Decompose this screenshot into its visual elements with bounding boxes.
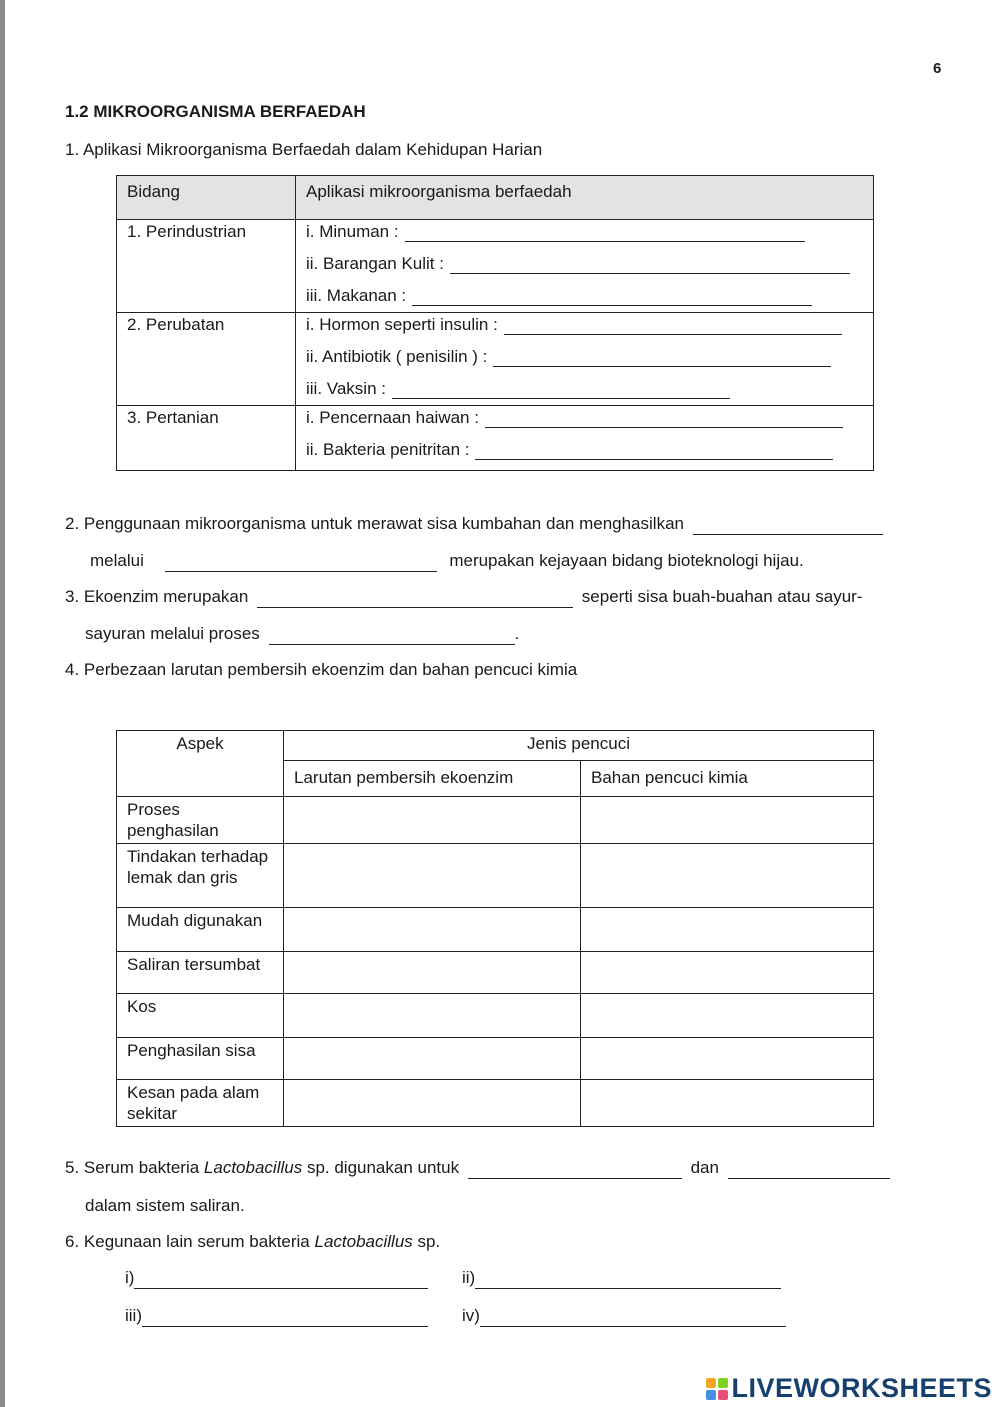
q5-text-c: dan <box>690 1158 719 1177</box>
item-label: ii. Barangan Kulit : <box>306 254 444 273</box>
q2-line2 <box>90 551 804 572</box>
item-label: iii. Makanan : <box>306 286 407 305</box>
applications-table <box>116 175 874 471</box>
q6-label-2: ii) <box>462 1268 476 1287</box>
table-header-bidang: Bidang <box>117 176 296 220</box>
logo-text: LIVEWORKSHEETS <box>731 1373 992 1403</box>
aspect-cell: Mudah digunakan <box>117 908 284 952</box>
table-row <box>117 1038 874 1080</box>
answer-cell[interactable] <box>284 1038 581 1080</box>
q2-line2-text-a: melalui <box>90 551 144 570</box>
item-label: i. Minuman : <box>306 222 399 241</box>
table-row <box>117 1080 874 1127</box>
field-label: 2. Perubatan <box>127 315 225 334</box>
q6-blank-1-input[interactable] <box>134 1270 428 1289</box>
item-label: ii. Bakteria penitritan : <box>306 440 470 459</box>
q3-line2-text-b: . <box>514 624 520 643</box>
q6-text-b: sp. <box>417 1232 441 1251</box>
q3-blank-2-input[interactable] <box>269 626 515 645</box>
q5-blank-1-input[interactable] <box>468 1160 682 1179</box>
item-label: iii. Vaksin : <box>306 379 386 398</box>
aspect-cell: Penghasilan sisa <box>117 1038 284 1080</box>
page-left-edge <box>0 0 5 1407</box>
q6-answer-2 <box>462 1268 781 1289</box>
q6-text-a: 6. Kegunaan lain serum bakteria <box>65 1232 310 1251</box>
q2-line1-text: 2. Penggunaan mikroorganisma untuk merawat sisa kumbahan dan menghasilkan <box>65 514 684 533</box>
q6-answer-4 <box>462 1306 786 1327</box>
q5-blank-2-input[interactable] <box>728 1160 890 1179</box>
q6-blank-3-input[interactable] <box>142 1308 428 1327</box>
table-row <box>117 952 874 994</box>
q5-text-italic: Lactobacillus <box>203 1158 303 1177</box>
logo-square <box>718 1378 728 1388</box>
logo-square <box>718 1390 728 1400</box>
q6-text-italic: Lactobacillus <box>314 1232 413 1251</box>
table-header-jenis: Jenis pencuci <box>284 731 874 761</box>
answer-cell[interactable] <box>284 797 581 844</box>
answer-cell[interactable] <box>581 797 874 844</box>
section-title: 1.2 MIKROORGANISMA BERFAEDAH <box>65 102 366 121</box>
q3-line1-text-a: 3. Ekoenzim merupakan <box>65 587 249 606</box>
q6-blank-2-input[interactable] <box>475 1270 781 1289</box>
table-header-ekoenzim: Larutan pembersih ekoenzim <box>284 761 581 797</box>
answer-cell[interactable] <box>581 1038 874 1080</box>
q2-line2-text-b: merupakan kejayaan bidang bioteknologi hijau. <box>449 551 804 570</box>
q6-label-1: i) <box>125 1268 135 1287</box>
item-label: i. Pencernaan haiwan : <box>306 408 479 427</box>
answer-penitritan-input[interactable] <box>475 441 833 460</box>
answer-cell[interactable] <box>581 952 874 994</box>
page-number: 6 <box>933 60 942 77</box>
answer-cell[interactable] <box>581 908 874 952</box>
q3-line1-text-b: seperti sisa buah-buahan atau sayur- <box>581 587 863 606</box>
table-row <box>117 797 874 844</box>
q6-answer-1 <box>125 1268 428 1289</box>
q3-line2 <box>85 624 519 645</box>
comparison-table <box>116 730 874 1127</box>
answer-cell[interactable] <box>581 844 874 908</box>
logo-square <box>706 1378 716 1388</box>
answer-cell[interactable] <box>284 908 581 952</box>
table-header-aspek: Aspek <box>117 731 284 797</box>
answer-cell[interactable] <box>284 994 581 1038</box>
q2-blank-1-input[interactable] <box>693 516 883 535</box>
liveworksheets-logo[interactable] <box>706 1373 992 1404</box>
q4-heading: 4. Perbezaan larutan pembersih ekoenzim dan bahan pencuci kimia <box>65 660 578 679</box>
answer-cell[interactable] <box>284 952 581 994</box>
q3-line1 <box>65 587 862 608</box>
aspect-cell: Saliran tersumbat <box>117 952 284 994</box>
table-row <box>117 994 874 1038</box>
q6-answer-3 <box>125 1306 428 1327</box>
answer-cell[interactable] <box>284 1080 581 1127</box>
answer-minuman-input[interactable] <box>405 223 805 242</box>
table-row <box>117 908 874 952</box>
aspect-cell: Kos <box>117 994 284 1038</box>
q6-heading <box>65 1232 440 1252</box>
q6-blank-4-input[interactable] <box>480 1308 786 1327</box>
answer-antibiotik-input[interactable] <box>493 348 831 367</box>
q2-line1 <box>65 514 883 535</box>
answer-vaksin-input[interactable] <box>392 380 730 399</box>
answer-barangan-kulit-input[interactable] <box>450 255 850 274</box>
field-label: 1. Perindustrian <box>127 222 247 241</box>
table-row <box>117 220 874 313</box>
answer-hormon-input[interactable] <box>504 316 842 335</box>
aspect-cell: Proses penghasilan <box>117 797 284 844</box>
q6-label-4: iv) <box>462 1306 480 1325</box>
logo-square <box>706 1390 716 1400</box>
aspect-cell: Kesan pada alam sekitar <box>117 1080 284 1127</box>
item-label: i. Hormon seperti insulin : <box>306 315 498 334</box>
liveworksheets-logo-icon <box>706 1378 728 1400</box>
q3-line2-text-a: sayuran melalui proses <box>85 624 260 643</box>
field-label: 3. Pertanian <box>127 408 219 427</box>
q3-blank-1-input[interactable] <box>257 589 573 608</box>
answer-cell[interactable] <box>581 1080 874 1127</box>
table-row <box>117 313 874 406</box>
item-label: ii. Antibiotik ( penisilin ) : <box>306 347 488 366</box>
q5-text-a: 5. Serum bakteria <box>65 1158 200 1177</box>
answer-makanan-input[interactable] <box>412 287 812 306</box>
answer-pencernaan-input[interactable] <box>485 409 843 428</box>
table-header-kimia: Bahan pencuci kimia <box>581 761 874 797</box>
table-row <box>117 844 874 908</box>
q5-text-b: sp. digunakan untuk <box>306 1158 460 1177</box>
answer-cell[interactable] <box>284 844 581 908</box>
q2-blank-2-input[interactable] <box>165 553 437 572</box>
q6-label-3: iii) <box>125 1306 142 1325</box>
answer-cell[interactable] <box>581 994 874 1038</box>
aspect-cell: Tindakan terhadap lemak dan gris <box>117 844 284 908</box>
table-row <box>117 406 874 471</box>
q5-line2: dalam sistem saliran. <box>85 1196 245 1215</box>
q1-heading: 1. Aplikasi Mikroorganisma Berfaedah dalam Kehidupan Harian <box>65 140 543 159</box>
table-header-aplikasi: Aplikasi mikroorganisma berfaedah <box>296 176 874 220</box>
q5-line1 <box>65 1158 890 1179</box>
